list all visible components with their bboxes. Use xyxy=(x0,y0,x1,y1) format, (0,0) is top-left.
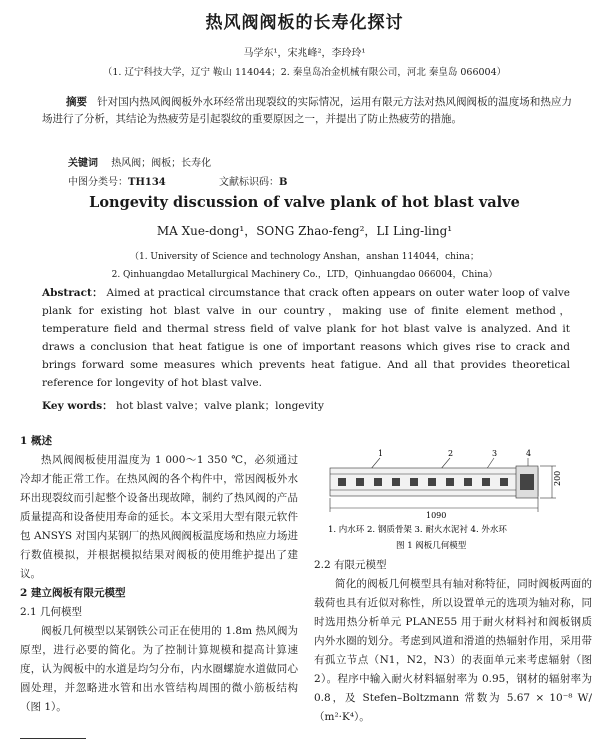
callout-3: 3 xyxy=(492,449,498,458)
en-keywords-label: Key words： xyxy=(42,400,113,412)
cn-classification xyxy=(68,173,287,188)
en-affiliation-1: （1. University of Science and technology Anshan，anshan 114044，china； xyxy=(129,252,479,262)
cn-keywords xyxy=(68,154,211,169)
left-column xyxy=(20,432,298,717)
figure-1 xyxy=(316,448,592,558)
cn-keywords-label: 关键词 xyxy=(68,158,98,169)
section-1-title: 1 概述 xyxy=(20,435,52,447)
cn-abstract-label: 摘要 xyxy=(66,96,88,108)
figure-legend: 1. 内水环 2. 钢质骨架 3. 耐火水泥衬 4. 外水环 xyxy=(328,525,507,535)
cn-keywords-text: 热风阀；阀板；长寿化 xyxy=(111,158,212,169)
callout-2: 2 xyxy=(448,449,454,458)
footnote-rule xyxy=(20,738,86,739)
cn-abstract-text: 针对国内热风阀阀板外水环经常出现裂纹的实际情况，运用有限元方法对热风阀阀板的温度场和热应力场进行了分析，其结论为热疲劳是引起裂纹的重要原因之一，并提出了防止热疲劳的措施。 xyxy=(42,96,572,125)
en-abstract-label: Abstract： xyxy=(42,287,103,299)
en-abstract-text: Aimed at practical circumstance that crack often appears on outer water loop of valve plank for existing hot blast valve in our country，making use of finite element method，temperature field and thermal stress field of valve plank for hot blast valve is analyzed. And it draws a conclusion that heat fatigue is one of important reasons which gives rise to crack and brings forward some measures which prevents heat fatigue. And all that provides theoretical reference for longevity of hot blast valve. xyxy=(42,287,570,389)
doc-label: 文献标识码： xyxy=(218,177,279,188)
en-keywords-text: hot blast valve；valve plank；longevity xyxy=(116,400,324,412)
section-2-1-title: 2.1 几何模型 xyxy=(20,606,83,618)
cls-label: 中图分类号： xyxy=(68,177,128,188)
callout-4: 4 xyxy=(526,449,532,458)
dim-height-label: 200 xyxy=(553,470,562,486)
en-abstract xyxy=(42,284,570,392)
section-2-1-text: 阀板几何模型以某钢铁公司正在使用的 1.8m 热风阀为原型，进行必要的简化。为了控制计算规模和提高计算速度，认为阀板中的水道是均匀分布，内水圈螺旋水道做同心圆处理，并忽略进水管和出水管结构周围的微小筋板结构（图 1）。 xyxy=(20,625,298,713)
right-column xyxy=(314,556,592,727)
figure-caption: 图 1 阀板几何模型 xyxy=(396,541,467,551)
cn-authors: 马学东¹，宋兆峰²，李玲玲¹ xyxy=(243,48,366,59)
en-affiliation-2: 2. Qinhuangdao Metallurgical Machinery Co.，LTD，Qinhuangdao 066004，China） xyxy=(111,270,498,280)
cn-title: 热风阀阀板的长寿化探讨 xyxy=(205,13,404,33)
valve-plank-drawing xyxy=(316,448,592,558)
section-2-2-text: 简化的阀板几何模型具有轴对称特征，同时阀板两面的载荷也具有近似对称性，所以设置单元的选项为轴对称，同时选用热分析单元 PLANE55 用于耐火材料衬和阀板钢质内外水圈的划分。考虑到风道和滑道的热辐射作用，采用带有孤立节点（N1，N2，N3）的表面单元来考虑辐射（图 2）。程序中输入耐火材料辐射率为 0.95，钢材的辐射率为 0.8，及 Stefen–Boltzmann 常数为 5.67 × 10⁻⁸ W/（m²·K⁴）。 xyxy=(314,578,592,723)
section-2-title: 2 建立阀板有限元模型 xyxy=(20,587,126,599)
cn-abstract xyxy=(42,94,572,128)
callout-1: 1 xyxy=(378,449,384,458)
doc-value: B xyxy=(278,177,288,188)
en-title: Longevity discussion of valve plank of hot blast valve xyxy=(89,194,520,211)
dim-width-label: 1090 xyxy=(426,511,447,520)
cn-affiliation: （1. 辽宁科技大学，辽宁 鞍山 114044；2. 秦皇岛冶金机械有限公司，河北 秦皇岛 066004） xyxy=(102,67,507,78)
cls-value: TH134 xyxy=(128,177,166,188)
en-keywords xyxy=(42,398,324,413)
section-2-2-title: 2.2 有限元模型 xyxy=(314,559,387,571)
en-authors: MA Xue-dong¹，SONG Zhao-feng²，LI Ling-ling¹ xyxy=(156,224,453,238)
section-1-text: 热风阀阀板使用温度为 1 000～1 350 ℃，必须通过冷却才能正常工作。在热风阀的各个构件中，常因阀板外水环出现裂纹而引起整个设备出现故障，制约了热风阀的产品质量提高和设备使用寿命的延长。本文采用大型有限元软件包 ANSYS 对国内某钢厂的热风阀阀板温度场和热应力场进行数值模拟，并根据模拟结果对阀板的使用维护提出了建议。 xyxy=(20,454,298,580)
